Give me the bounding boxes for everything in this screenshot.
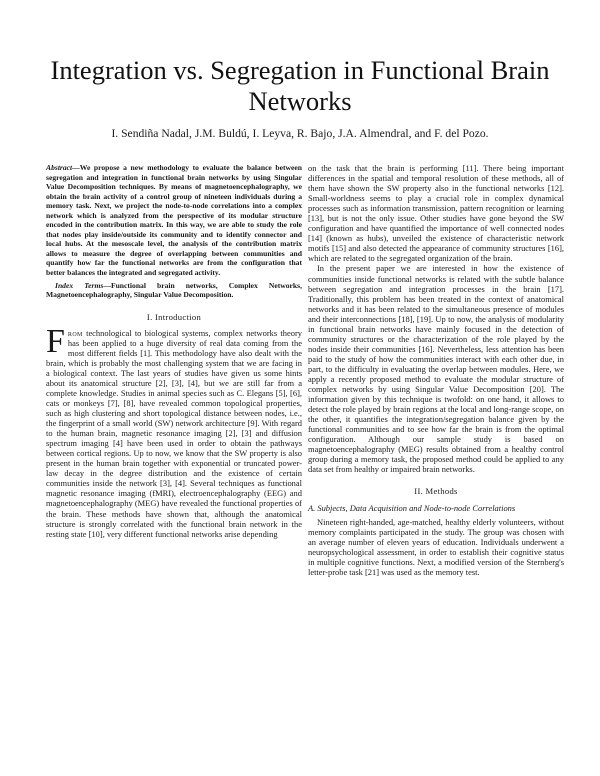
intro-paragraph-continued: on the task that the brain is performing [11]. There being important differences in the spatial and temporal resolution of these methods, all of them have shown the SW property also in the functional networks [12]. Small-worldness seems to play a crucial role in complex dynamical processes such as information transmission, pattern recognition or learning [13], but is not the only issue. Other studies have gone beyond the SW configuration and have quantified the importance of well connected nodes [14] (known as hubs), unveiled the existence of characteristic network motifs [15] and also detected the appearance of community structures [16], which are related to the segregated organization of the brain.: [308, 163, 564, 264]
abstract-text: —We propose a new methodology to evaluate the balance between segregation and integration in functional brain networks by using Singular Value Decomposition techniques. By means of magnetoencephalography, we obtain the brain activity of a control group of nineteen individuals during a memory task. Next, we project the node-to-node correlations into a complex network which is analyzed from the perspective of its modular structure encoded in the contribution matrix. In this way, we are able to study the role that nodes play inside/outside its community and to identify connector and local hubs. At the mesoscale level, the analysis of the contribution matrix allows to measure the degree of overlapping between communities and quantify how far the functional networks are from the configuration that better balances the integrated and segregated activity.: [46, 163, 302, 278]
left-column: [46, 163, 302, 539]
paper-title: Integration vs. Segregation in Functional Brain Networks: [50, 55, 550, 116]
introduction-paragraph: [46, 322, 302, 539]
index-terms: [46, 281, 302, 300]
abstract: [46, 163, 302, 278]
abstract-label: Abstract: [46, 163, 73, 172]
drop-cap: F: [46, 322, 65, 360]
index-terms-text: —Functional brain networks, Complex Networks, Magnetoencephalography, Singular Value Decomposition.: [46, 280, 302, 300]
section-heading-introduction: I. Introduction: [146, 311, 202, 322]
paper-authors: I. Sendiña Nadal, J.M. Buldú, I. Leyva, R. Bajo, J.A. Almendral, and F. del Pozo.: [111, 127, 489, 140]
intro-text: technological to biological systems, complex networks theory has been applied to a huge diversity of real data coming from the most different fields [1]. This methodology have also dealt with the brain, which is probably the most challenging system that we are facing in a biological context. The last years of studies have given us some hints about its anatomical structure [2], [3], [4], but we are still far from a complete knowledge. Studies in animal species such as C. Elegans [5], [6], cats or monkeys [7], [8], have revealed common topological properties, such as high clustering and short topological distance between nodes, i.e., the fingerprint of a small world (SW) network architecture [9]. With regard to the human brain, magnetic resonance imaging [2], [3] and diffusion spectrum imaging [4] have been used in order to obtain the pathways between cortical regions. Up to now, we know that the SW property is also present in the human brain together with exponential or truncated power-law decay in the degree distribution and the existence of certain communities inside the network [3], [4]. Several techniques as functional magnetic resonance imaging (fMRI), electroencephalography (EEG) and magnetoencephalography (MEG) have revealed the functional properties of the brain. These methods have shown that, although the anatomical structure is strongly correlated with the functional brain network in the resting state [10], very different functional networks arise depending: [46, 327, 302, 539]
methods-paragraph-1: Nineteen right-handed, age-matched, healthy elderly volunteers, without memory complaints participated in the study. The group was chosen with an average number of eleven years of education. Individuals underwent a neuropsychological assessment, in order to establish their cognitive status in multiple cognitive functions. Next, a modified version of the Sternberg's letter-probe task [21] was used as the memory test.: [308, 516, 564, 578]
section-heading-methods: II. Methods: [414, 486, 458, 497]
right-column: [308, 163, 564, 577]
index-terms-label: Index Terms: [55, 280, 104, 290]
intro-first-word: rom: [67, 327, 83, 338]
subsection-heading-subjects: A. Subjects, Data Acquisition and Node-to-node Correlations: [308, 503, 516, 514]
intro-paragraph-2: In the present paper we are interested in how the existence of communities inside functional networks is related with the subtle balance between segregation and integration processes in the brain [17]. Traditionally, this problem has been treated in the context of anatomical networks and it has been related to the simultaneous presence of modules and their interconnections [18], [19]. Up to now, the analysis of modularity in functional brain networks have mainly focused in the detection of community structures or the characterization of the role played by the nodes inside their communities [16]. Nevertheless, less attention has been paid to the study of how the communities interact with each other due, in part, to the difficulty in evaluating the overlap between modules. Here, we apply a recently proposed method to evaluate the modular structure of complex networks by using Singular Value Decomposition [20]. The information given by this technique is twofold: on one hand, it allows to detect the role played by brain regions at the local and long-range scope, on the other, it quantifies the integration/segregation balance given by the functional communities and to see how far the brain is from the optimal configuration. Although our sample study is based on magnetoencephalography (MEG) results obtained from a healthy control group during a memory task, the proposed method could be applied to any data set from healthy or impaired brain networks.: [308, 263, 564, 475]
